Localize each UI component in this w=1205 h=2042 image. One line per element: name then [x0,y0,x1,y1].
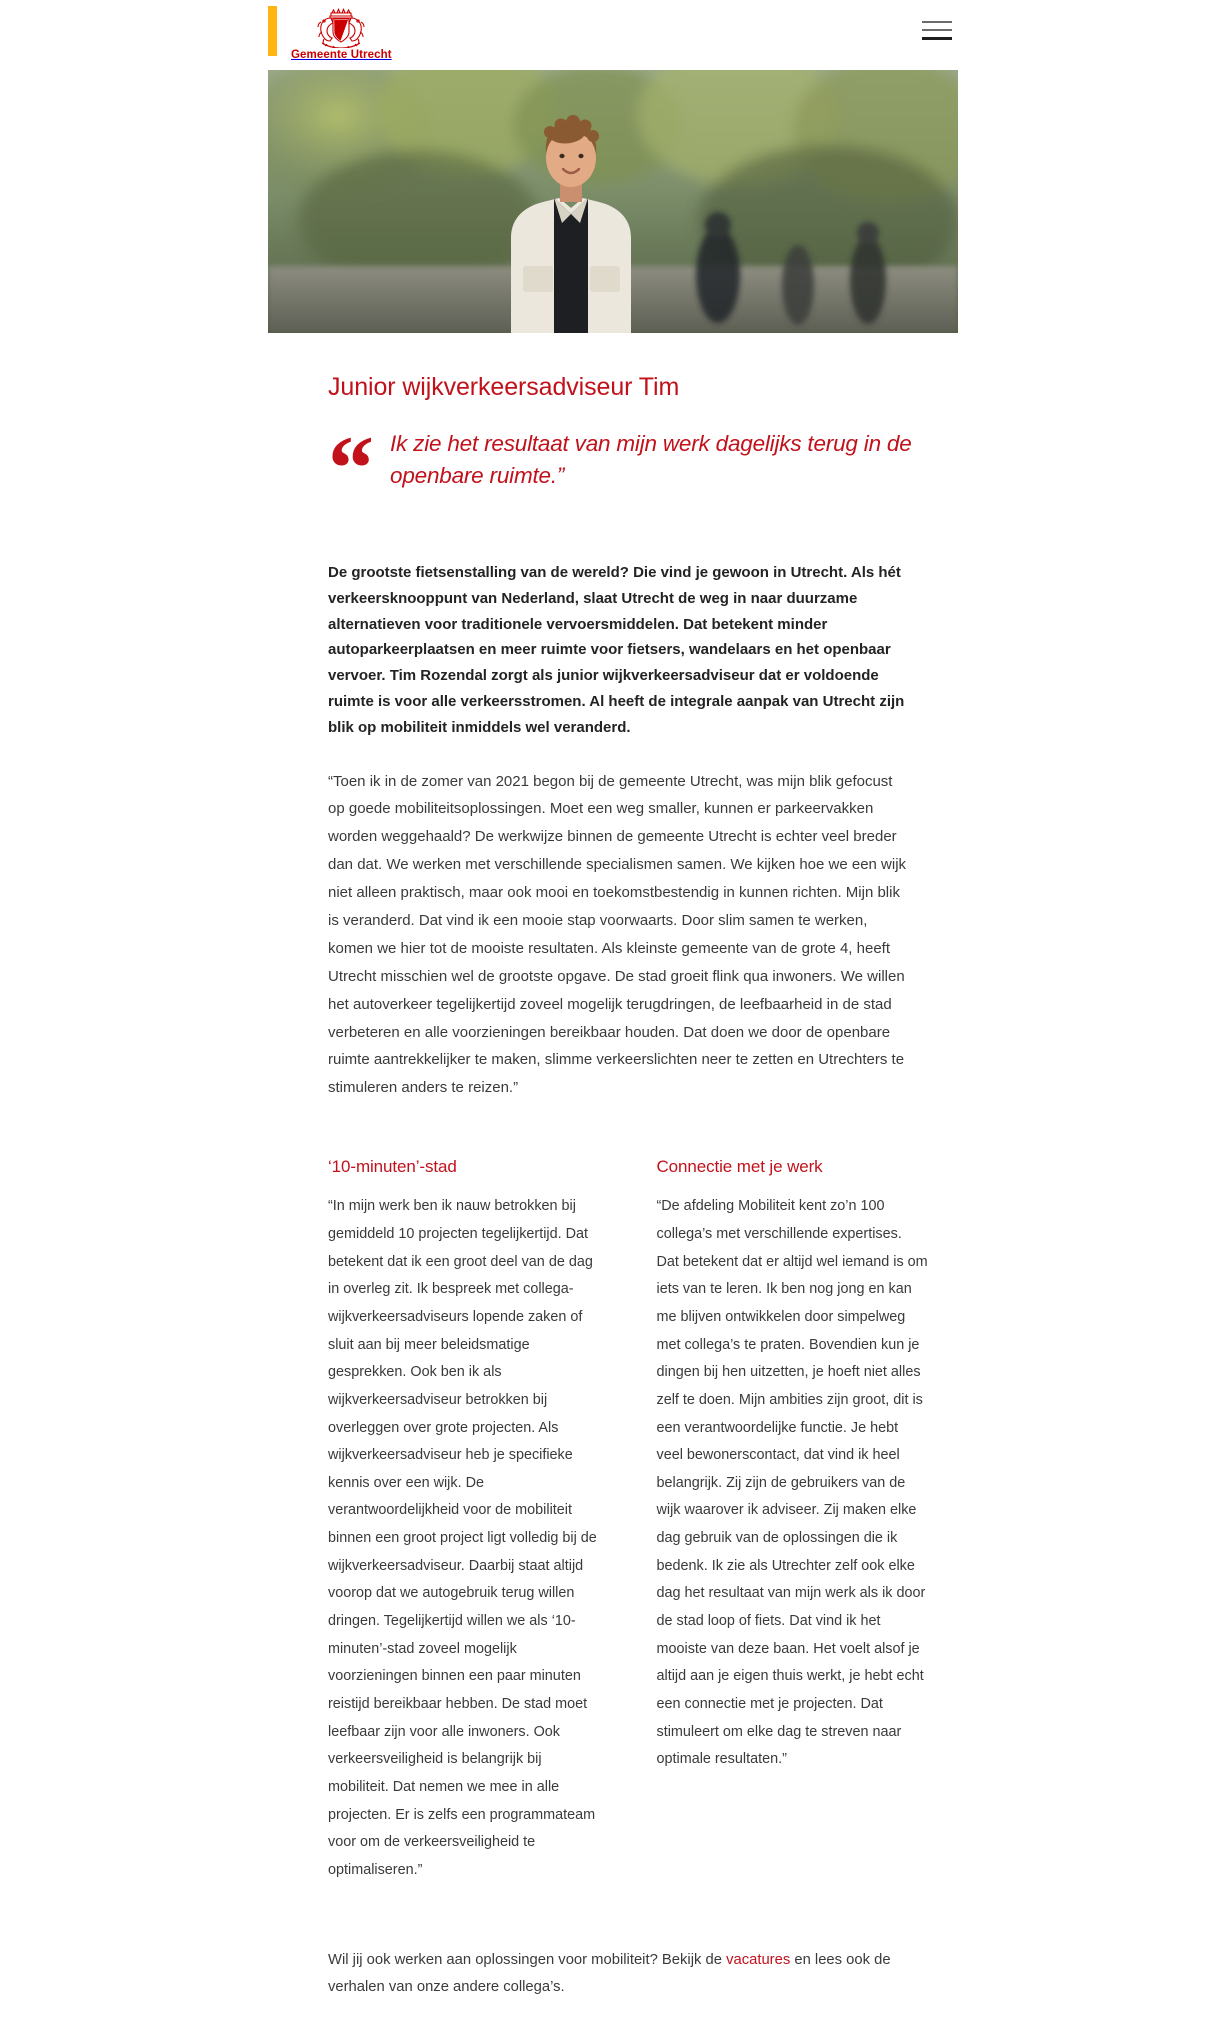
outro-text-after: en lees ook de verhalen van onze andere collega’s. [328,1951,891,1996]
utrecht-coat-of-arms-icon [304,6,378,48]
column-connection-with-work [657,1157,929,1884]
vacatures-link[interactable]: vacatures [726,1951,791,1968]
logo-mark [291,6,392,61]
body-paragraph: “Toen ik in de zomer van 2021 begon bij de gemeente Utrecht, was mijn blik gefocust op goede mobiliteitsoplossingen. Moet een weg smaller, kunnen er parkeervakken worden weggehaald? De werkwijze binnen de gemeente Utrecht is echter veel breder dan dat. We werken met verschillende specialismen samen. We kijken hoe we een wijk niet alleen praktisch, maar ook mooi en toekomstbestendig in kunnen richten. Mijn blik is veranderd. Dat vind ik een mooie stap voorwaarts. Door slim samen te werken, komen we hier tot de mooiste resultaten. Als kleinste gemeente van de grote 4, heeft Utrecht misschien wel de grootste opgave. De stad groeit flink qua inwoners. We willen het autoverkeer tegelijkertijd zoveel mogelijk terugdringen, de leefbaarheid in de stad verbeteren en alle voorzieningen bereikbaar houden. Dat doen we door de openbare ruimte aantrekkelijker te maken, slimme verkeerslichten neer te zetten en Utrechters te stimuleren anders te reizen.” [328,772,907,1097]
column-ten-minute-city [328,1157,600,1884]
site-logo-link[interactable] [268,6,392,64]
column-text: “De afdeling Mobiliteit kent zo’n 100 collega’s met verschillende expertises. Dat betekent dat er altijd wel iemand is om iets van te leren. Ik ben nog jong en kan me blijven ontwikkelen door simpelweg met collega’s te praten. Bovendien kun je dingen bij hen uitzetten, je hoeft niet alles zelf te doen. Mijn ambities zijn groot, dit is een verantwoordelijke functie. Je hebt veel bewonerscontact, dat vind ik heel belangrijk. Zij zijn de gebruikers van de wijk waarover ik adviseer. Zij maken elke dag gebruik van de oplossingen die ik bedenk. Ik zie als Utrechter zelf ook elke dag het resultaat van mijn werk als ik door de stad loop of fiets. Dat vind ik het mooiste van deze baan. Het voelt alsof je altijd aan je eigen thuis werkt, je hebt echt een connectie met je projecten. Dat stimuleert om elke dag te streven naar optimale resultaten.” [656,1198,928,1768]
intro-paragraph: De grootste fietsenstalling van de wereld? Die vind je gewoon in Utrecht. Als hét verkeersknooppunt van Nederland, slaat Utrecht de weg in naar duurzame alternatieven voor traditionele vervoersmiddelen. Dat betekent minder autoparkeerplaatsen en meer ruimte voor fietsers, wandelaars en het openbaar vervoer. Tim Rozendal zorgt als junior wijkverkeersadviseur dat er voldoende ruimte is voor alle verkeersstromen. Al heeft de integrale aanpak van Utrecht zijn blik op mobiliteit inmiddels wel veranderd. [328,564,905,736]
column-heading: ‘10-minuten’-stad [328,1157,457,1177]
hamburger-line-2 [922,29,952,31]
page-title: Junior wijkverkeersadviseur Tim [328,373,680,401]
site-header [0,0,1205,70]
outro-text-before: Wil jij ook werken aan oplossingen voor mobiliteit? Bekijk de [328,1951,727,1968]
two-column-section [328,1157,928,1884]
pull-quote-text: Ik zie het resultaat van mijn werk dagelijks terug in de openbare ruimte.” [390,431,912,488]
hamburger-menu-icon[interactable] [922,19,952,41]
hamburger-line-1 [922,21,952,23]
hamburger-line-3 [922,37,952,40]
pull-quote [328,417,958,519]
logo-wordmark: Gemeente Utrecht [291,49,392,61]
article-content [268,373,958,2042]
column-text: “In mijn werk ben ik nauw betrokken bij gemiddeld 10 projecten tegelijkertijd. Dat betekent dat ik een groot deel van de dag in overleg zit. Ik bespreek met collega-wijkverkeersadviseurs lopende zaken of sluit aan bij meer beleidsmatige gesprekken. Ook ben ik als wijkverkeersadviseur betrokken bij overleggen over grote projecten. Als wijkverkeersadviseur heb je specifieke kennis over een wijk. De verantwoordelijkheid voor de mobiliteit binnen een groot project ligt volledig bij de wijkverkeersadviseur. Daarbij staat altijd voorop dat we autogebruik terug willen dringen. Tegelijkertijd willen we als ‘10-minuten’-stad zoveel mogelijk voorzieningen binnen een paar minuten reistijd bereikbaar hebben. De stad moet leefbaar zijn voor alle inwoners. Ook verkeersveiligheid is belangrijk bij mobiliteit. Dat nemen we mee in alle projecten. Er is zelfs een programmateam voor om de verkeersveiligheid te optimaliseren.” [328,1198,597,1879]
logo-accent-bar [268,6,277,56]
quote-mark-icon: “ [328,417,374,519]
outro-paragraph [328,1947,913,2042]
column-heading: Connectie met je werk [656,1157,823,1177]
hero-photo-illustration [268,70,958,333]
hero-image [268,70,958,333]
